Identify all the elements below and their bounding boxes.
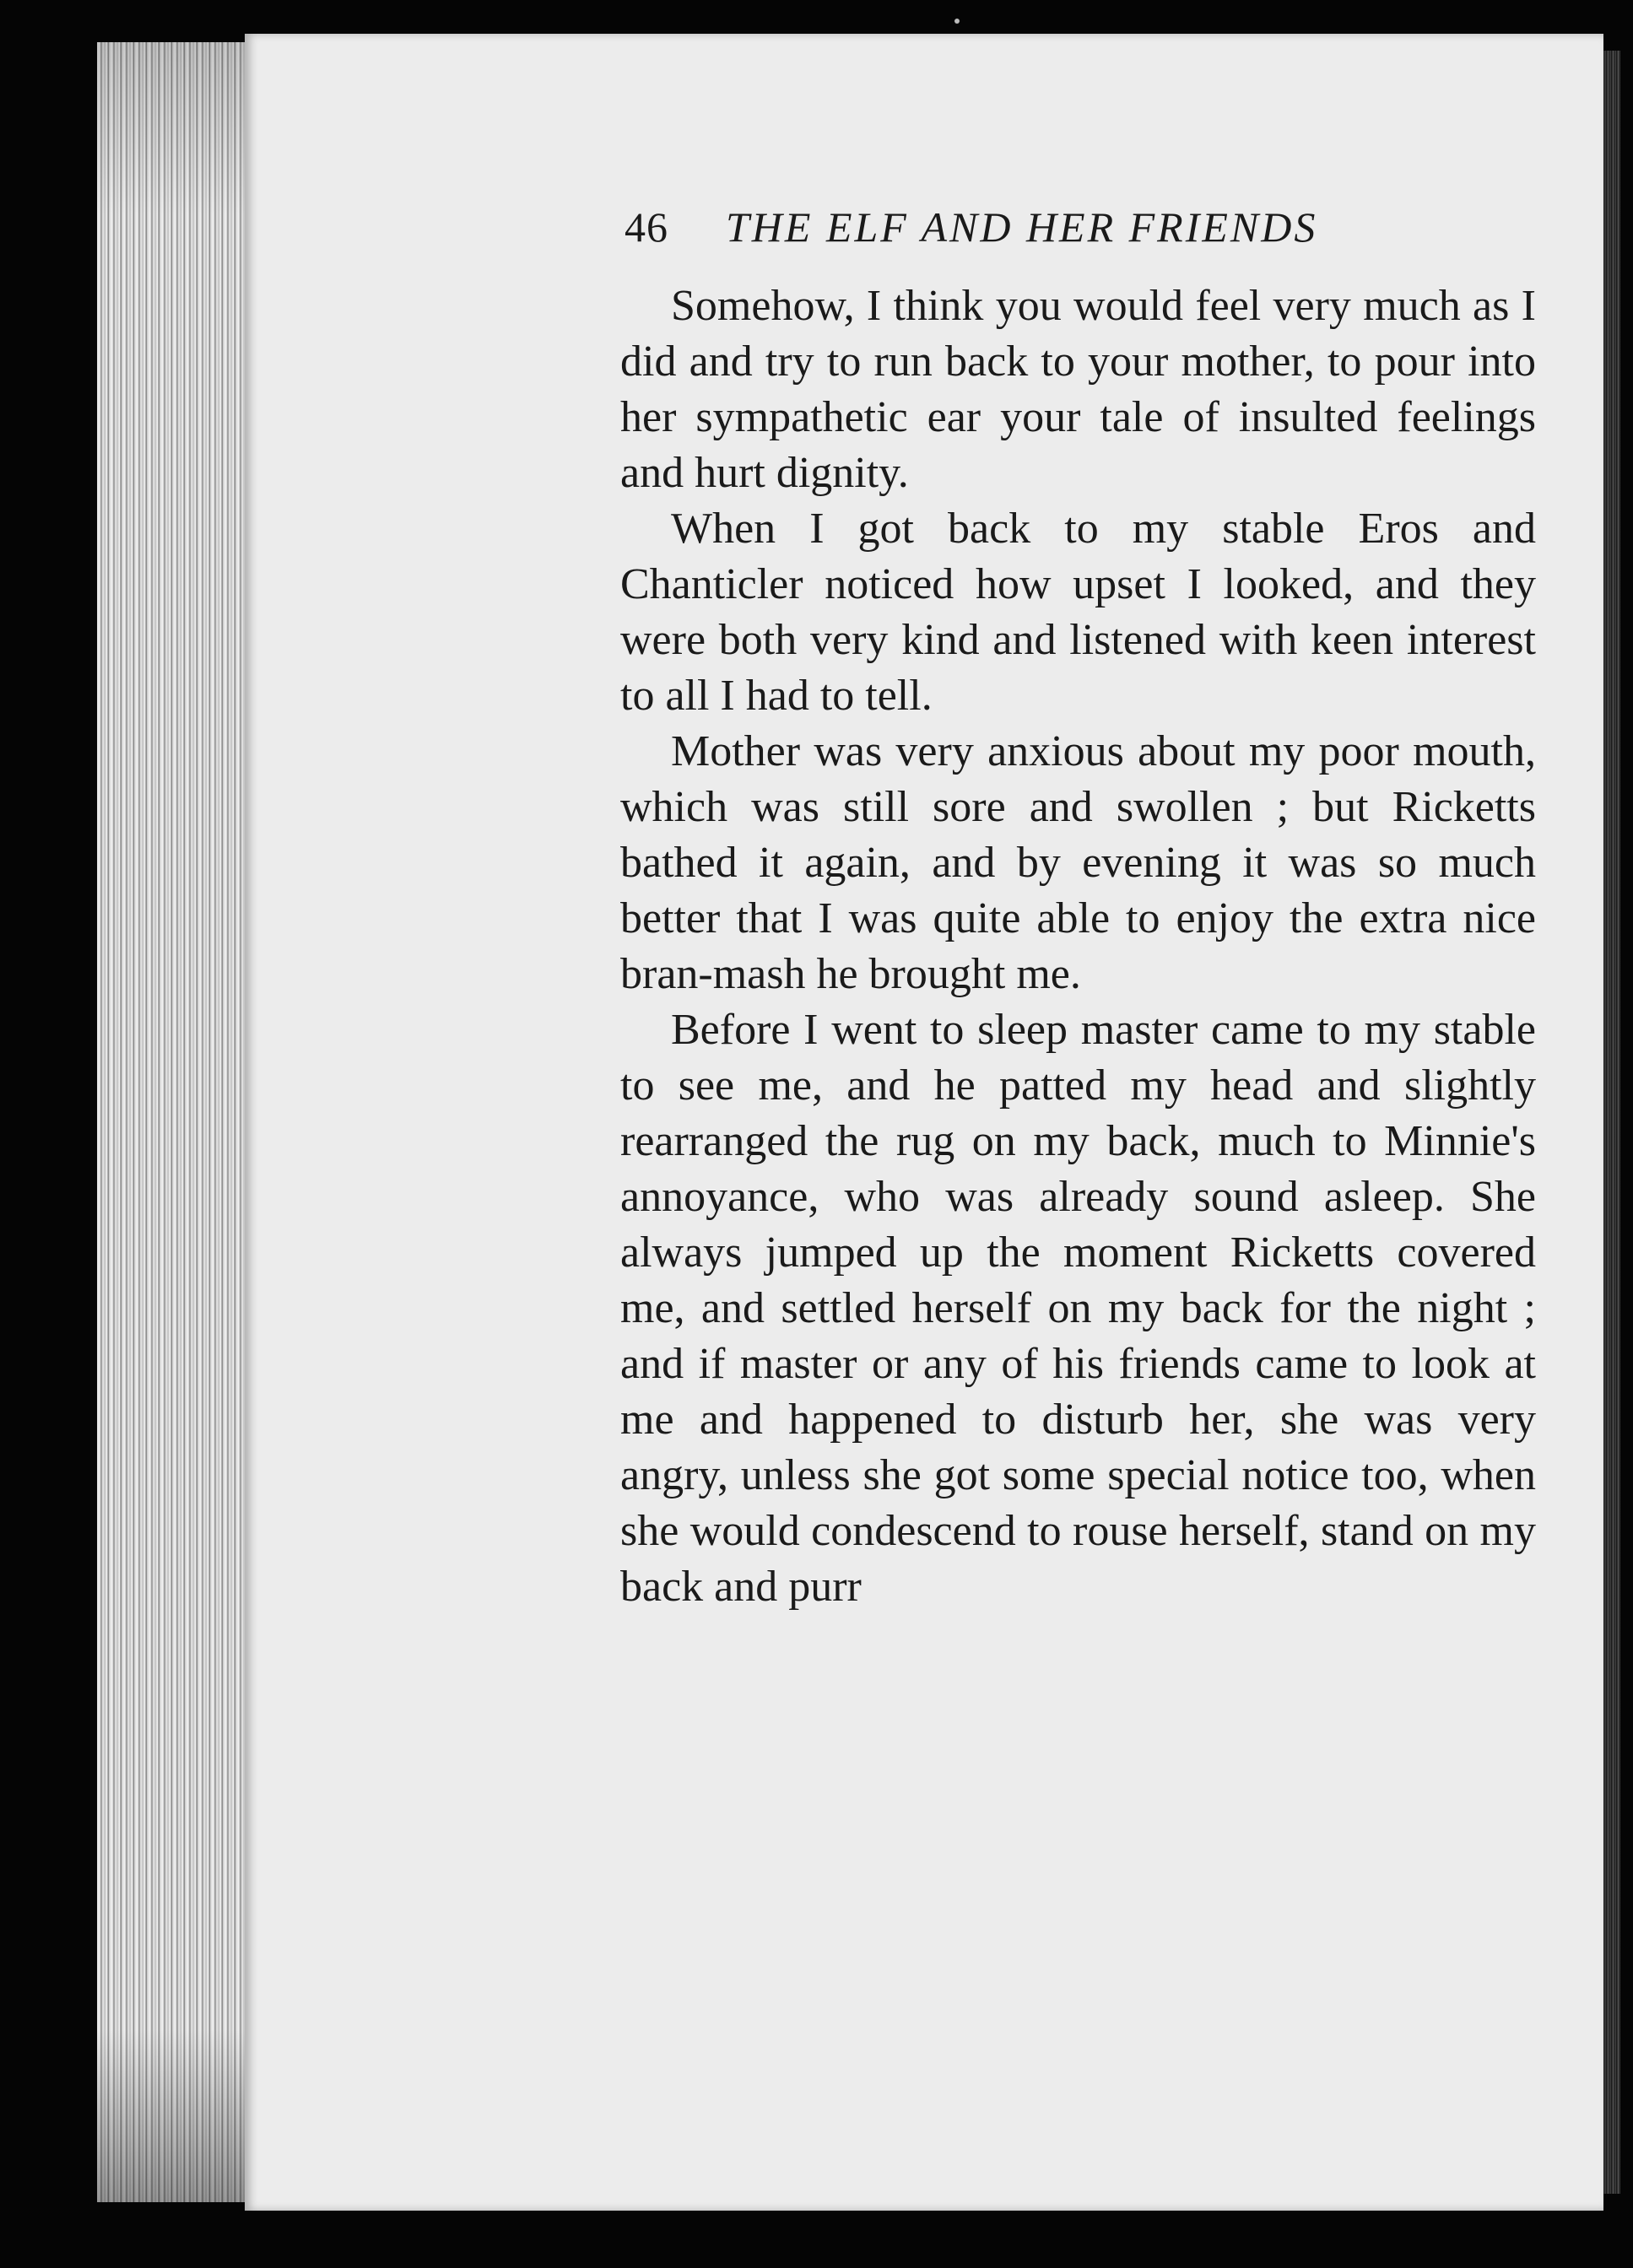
page-text-block [620,202,1536,1615]
dust-speck [954,19,960,24]
paragraph-1: Somehow, I think you would feel very much as I did and try to run back to your mother, to pour into her sympathetic ear your tale of insulted feelings and hurt dignity. [620,282,1536,497]
running-title: THE ELF AND HER FRIENDS [726,203,1318,251]
paragraph-2: When I got back to my stable Eros and Chanticler noticed how upset I looked, and they were both very kind and listened with keen interest to all I had to tell. [620,505,1536,720]
page-number: 46 [625,203,668,251]
paragraph-3: Mother was very anxious about my poor mouth, which was still sore and swollen ; but Ricketts bathed it again, and by evening it was so much better that I was quite able to enjoy the extra nice bran-mash he brought me. [620,727,1536,998]
paragraph-4: Before I went to sleep master came to my stable to see me, and he patted my head and slightly rearranged the rug on my back, much to Minnie's annoyance, who was already sound asleep. She always jumped up the moment Ricketts covered me, and settled herself on my back for the night ; and if master or any of his friends came to look at me and happened to disturb her, she was very angry, unless she got some special notice too, when she would condescend to rouse herself, stand on my back and purr [620,1006,1536,1611]
facing-page-edge [1603,51,1620,2194]
running-head [620,202,1536,278]
page-leaves-edge [97,42,249,2202]
